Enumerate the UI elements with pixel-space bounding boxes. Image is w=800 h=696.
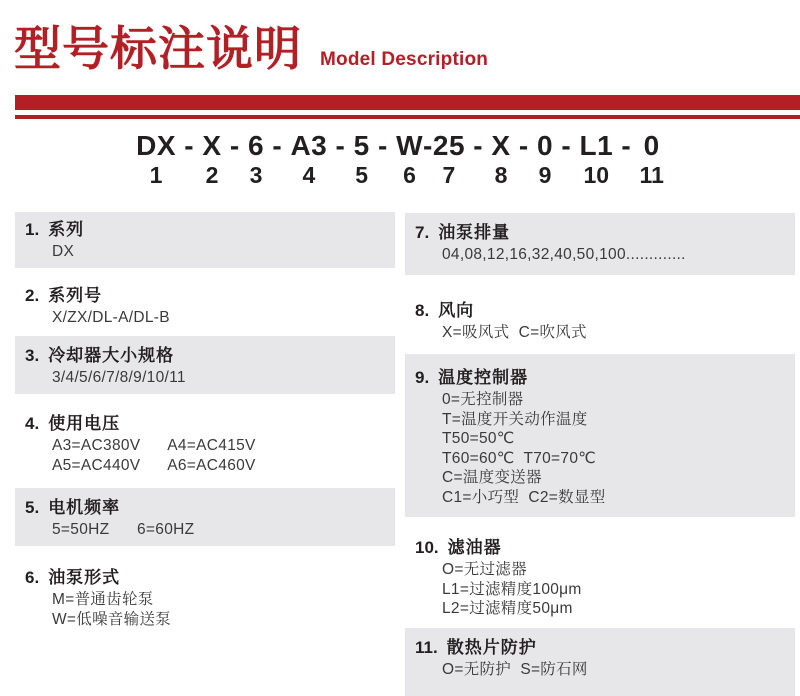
item-line: M=普通齿轮泵 [52, 591, 154, 608]
item-number: 9. [415, 368, 430, 387]
code-separator: - [221, 130, 248, 161]
code-position-number: 9 [538, 162, 552, 188]
code-part: 25 [432, 130, 466, 161]
item-line: O=无过滤器 [442, 561, 527, 578]
item-title-text: 滤油器 [447, 538, 502, 557]
item-lines [15, 436, 395, 476]
code-position-number: 11 [639, 162, 664, 188]
page-title: 型号标注说明 [14, 22, 302, 75]
code-position-number: 10 [583, 162, 610, 188]
code-separator: - [369, 130, 397, 161]
model-item-3 [15, 336, 395, 394]
code-separator: - [176, 130, 203, 161]
item-line: W=低噪音输送泵 [52, 611, 172, 628]
item-title [15, 218, 395, 242]
item-title [15, 496, 395, 520]
code-part: X [202, 130, 222, 161]
item-title-text: 油泵排量 [438, 223, 511, 242]
item-line: A5=AC440V A6=AC460V [52, 457, 256, 474]
item-title-text: 系列 [48, 220, 85, 239]
model-item-4 [15, 406, 395, 482]
item-title [15, 566, 395, 590]
code-separator: - [553, 130, 580, 161]
item-lines [405, 660, 795, 680]
item-title-text: 使用电压 [48, 414, 121, 433]
code-position-number: 7 [442, 162, 456, 188]
code-position-number: 4 [302, 162, 316, 188]
model-item-2 [15, 278, 395, 334]
code-part: DX [136, 130, 177, 161]
item-number: 11. [415, 637, 438, 657]
model-item-11 [405, 628, 795, 696]
item-title-text: 系列号 [48, 286, 103, 305]
model-item-8 [405, 293, 795, 349]
item-line: 5=50HZ 6=60HZ [52, 521, 195, 538]
item-line: T=温度开关动作温度 [442, 410, 588, 428]
code-part: L1 [579, 130, 614, 161]
code-separator: - [423, 130, 433, 161]
item-line: L2=过滤精度50μm [442, 600, 573, 617]
code-position-number: 8 [494, 162, 508, 188]
code-part: 0 [643, 130, 660, 161]
code-separator: - [327, 130, 354, 161]
model-item-5 [15, 488, 395, 546]
code-position-number: 3 [249, 162, 263, 188]
item-line: C1=小巧型 C2=数显型 [442, 488, 606, 506]
item-number: 6. [25, 568, 40, 587]
item-title-text: 电机频率 [48, 498, 121, 517]
item-lines [405, 560, 795, 619]
code-part: A3 [290, 130, 328, 161]
item-line: 3/4/5/6/7/8/9/10/11 [52, 369, 186, 386]
code-position-number: 1 [149, 162, 163, 188]
item-title-text: 风向 [438, 301, 475, 320]
item-title [405, 299, 795, 323]
item-title-text: 散热片防护 [446, 637, 537, 657]
item-title [15, 284, 395, 308]
item-title [405, 536, 795, 560]
code-separator: - [264, 130, 291, 161]
item-title [405, 366, 795, 390]
item-title-text: 油泵形式 [48, 568, 121, 587]
item-line: T50=50℃ [442, 430, 515, 447]
item-number: 3. [25, 346, 40, 365]
item-title-text: 冷却器大小规格 [48, 346, 175, 365]
item-title [405, 636, 795, 660]
code-position-number: 2 [205, 162, 219, 188]
code-part: 6 [247, 130, 265, 161]
model-item-6 [15, 560, 395, 636]
code-part: W [396, 130, 424, 161]
item-number: 5. [25, 498, 40, 517]
item-lines [15, 242, 395, 262]
model-item-1 [15, 212, 395, 268]
item-lines [405, 323, 795, 343]
item-line: 04,08,12,16,32,40,50,100............. [442, 246, 686, 263]
item-number: 10. [415, 538, 439, 557]
item-lines [15, 590, 395, 630]
code-separator: - [613, 130, 640, 161]
item-number: 4. [25, 414, 40, 433]
item-line: C=温度变送器 [442, 469, 542, 486]
item-title-text: 温度控制器 [438, 368, 529, 387]
item-title [405, 221, 795, 245]
item-line: O=无防护 S=防石网 [442, 660, 588, 678]
item-number: 2. [25, 286, 40, 305]
item-number: 1. [25, 220, 40, 239]
item-title [15, 344, 395, 368]
item-title [15, 412, 395, 436]
item-lines [405, 245, 795, 265]
code-part: X [491, 130, 511, 161]
item-lines [15, 368, 395, 388]
item-lines [15, 520, 395, 540]
item-number: 8. [415, 301, 430, 320]
item-number: 7. [415, 223, 430, 242]
model-item-10 [405, 528, 795, 627]
code-position-number: 6 [403, 162, 416, 188]
item-line: 0=无控制器 [442, 391, 524, 408]
item-line: X/ZX/DL-A/DL-B [52, 309, 170, 326]
right-column [405, 0, 795, 696]
item-lines [15, 308, 395, 328]
code-part: 0 [537, 130, 554, 161]
left-column [15, 0, 395, 636]
item-line: X=吸风式 C=吹风式 [442, 324, 587, 341]
code-position-number: 5 [355, 162, 369, 188]
code-separator: - [510, 130, 537, 161]
item-line: T60=60℃ T70=70℃ [442, 449, 596, 467]
item-line: L1=过滤精度100μm [442, 580, 582, 598]
item-lines [405, 390, 795, 507]
code-part: 5 [353, 130, 370, 161]
item-line: A3=AC380V A4=AC415V [52, 437, 256, 454]
page-subtitle: Model Description [320, 49, 489, 70]
item-line: DX [52, 243, 75, 260]
model-item-7 [405, 213, 795, 275]
model-item-9 [405, 354, 795, 517]
code-separator: - [465, 130, 492, 161]
